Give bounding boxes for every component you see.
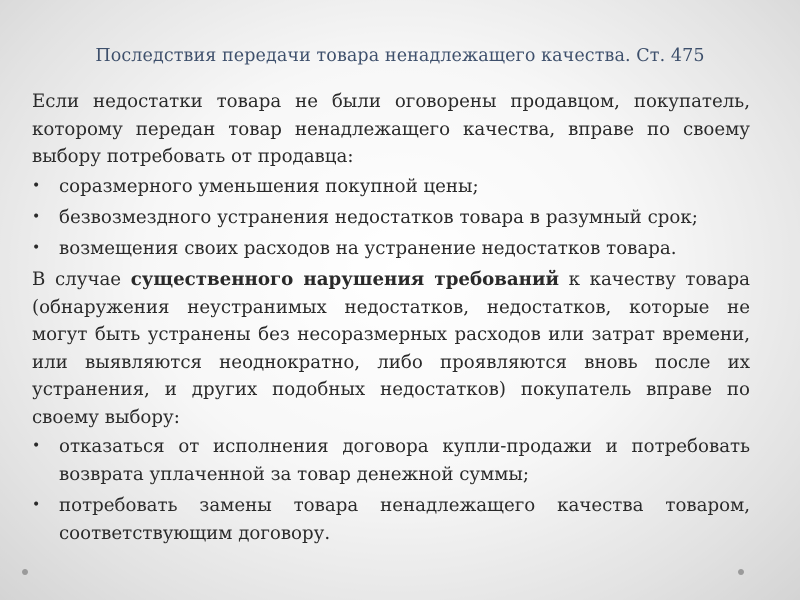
list-item <box>32 433 750 488</box>
bullet-icon: • <box>32 497 41 514</box>
slide-title: Последствия передачи товара ненадлежащего качества. Ст. 475 <box>95 46 705 66</box>
second-paragraph <box>32 266 750 431</box>
second-paragraph-rest: к качеству товара (обнаружения неустранимых недостатков, недостатков, которые не могут быть устранены без несоразмерных расходов или затрат времени, или выявляются неоднократно, либо проявляются вновь после их устранения, и других подобных недостатков) покупатель вправе по своему выбору: <box>32 269 750 428</box>
bullet-icon: • <box>32 177 41 194</box>
list-item <box>32 492 750 547</box>
list-item <box>32 235 750 263</box>
list-item-text: соразмерного уменьшения покупной цены; <box>59 175 479 197</box>
emphasis-text: существенного нарушения требований <box>130 269 559 291</box>
first-bullet-list <box>32 173 750 263</box>
bullet-icon: • <box>32 240 41 257</box>
list-item-text: возмещения своих расходов на устранение недостатков товара. <box>59 238 677 260</box>
bullet-icon: • <box>32 208 41 225</box>
slide-content <box>32 88 750 551</box>
bullet-icon: • <box>32 438 41 455</box>
intro-paragraph: Если недостатки товара не были оговорены продавцом, покупатель, которому передан товар ненадлежащего качества, вправе по своему выбору потребовать от продавца: <box>32 91 750 167</box>
list-item-text: потребовать замены товара ненадлежащего качества товаром, соответствующим договору. <box>59 495 750 544</box>
decorative-dot-icon <box>22 569 28 575</box>
second-bullet-list <box>32 433 750 547</box>
decorative-dot-icon <box>738 569 744 575</box>
list-item <box>32 204 750 232</box>
second-paragraph-lead: В случае <box>32 269 131 291</box>
list-item-text: отказаться от исполнения договора купли-продажи и потребовать возврата уплаченной за товар денежной суммы; <box>59 436 750 485</box>
list-item-text: безвозмездного устранения недостатков товара в разумный срок; <box>59 206 698 228</box>
list-item <box>32 173 750 201</box>
